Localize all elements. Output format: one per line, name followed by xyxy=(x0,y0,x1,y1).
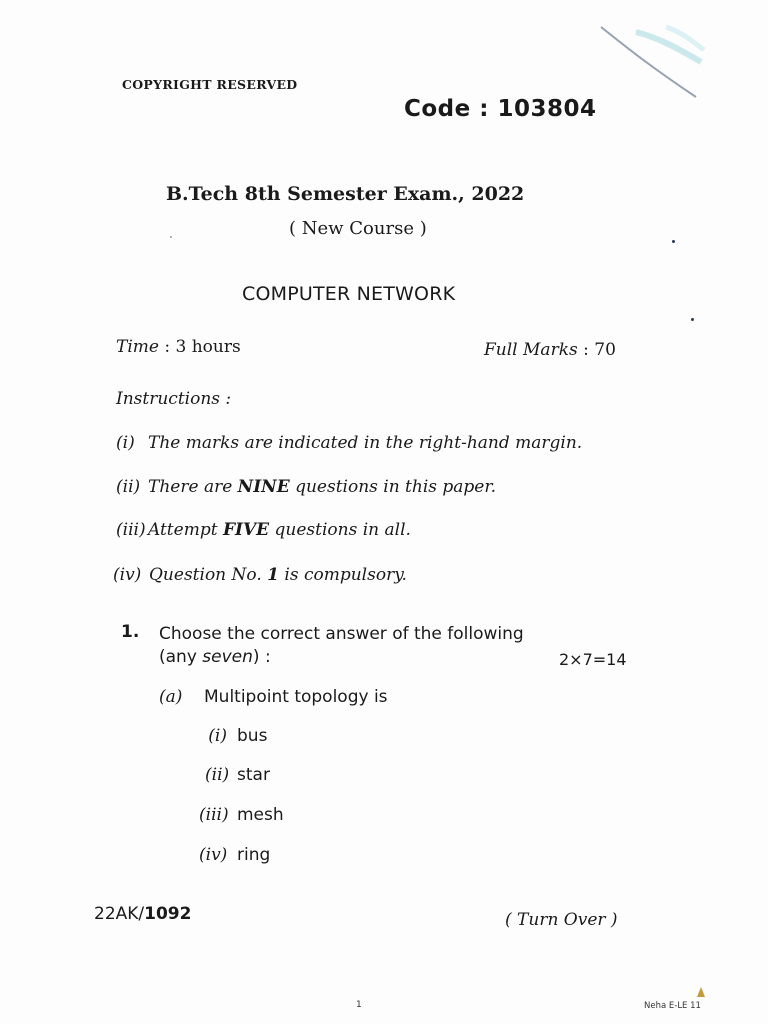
option-item xyxy=(205,765,270,785)
paper-code: Code : 103804 xyxy=(404,96,597,122)
option-label: (ii) xyxy=(205,765,230,785)
watermark-text: Neha E-LE 11 xyxy=(644,1001,701,1011)
instruction-number: (iv) xyxy=(113,565,142,585)
corner-mark-icon xyxy=(697,987,705,997)
option-text: bus xyxy=(237,726,268,746)
copyright-notice: COPYRIGHT RESERVED xyxy=(122,77,298,92)
option-text: star xyxy=(237,765,270,785)
paper-serial-code: 22AK/1092 xyxy=(94,904,192,924)
instruction-number: (ii) xyxy=(116,477,141,497)
question-line-2: (any seven) : xyxy=(159,647,271,667)
question-marks: 2×7=14 xyxy=(559,650,627,669)
instruction-text-post: questions in all. xyxy=(269,520,411,540)
instruction-text: The marks are indicated in the right-hand margin. xyxy=(148,433,583,453)
instructions-heading: Instructions : xyxy=(116,389,232,409)
scan-smudge-mark xyxy=(596,22,706,102)
option-item xyxy=(205,726,267,746)
sub-question-a xyxy=(159,687,388,707)
instruction-item xyxy=(116,477,496,497)
scan-speck xyxy=(672,240,675,243)
turn-over-note: ( Turn Over ) xyxy=(505,910,618,930)
page-number: 1 xyxy=(356,1000,362,1010)
course-type: ( New Course ) xyxy=(289,218,427,239)
exam-title: B.Tech 8th Semester Exam., 2022 xyxy=(166,183,525,205)
option-label: (iii) xyxy=(199,805,229,825)
instruction-text-pre: There are xyxy=(148,477,238,497)
full-marks xyxy=(484,340,616,360)
instruction-item xyxy=(116,520,411,540)
instruction-number: (i) xyxy=(116,433,135,453)
option-text: mesh xyxy=(237,805,284,825)
time-value: : 3 hours xyxy=(164,337,241,357)
sub-question-label: (a) xyxy=(159,687,183,707)
question-line-1: Choose the correct answer of the following xyxy=(159,624,524,644)
instruction-item xyxy=(113,565,407,585)
instruction-text-post: questions in this paper. xyxy=(289,477,497,497)
scan-speck xyxy=(170,236,172,238)
time-label: Time xyxy=(116,337,159,357)
subject-title: COMPUTER NETWORK xyxy=(242,283,456,305)
instruction-text-pre: Question No. xyxy=(149,565,268,585)
question-number: 1. xyxy=(121,622,140,642)
question-text xyxy=(159,623,524,669)
instruction-text-post: is compulsory. xyxy=(279,565,407,585)
instruction-number: (iii) xyxy=(116,520,146,540)
option-label: (i) xyxy=(208,726,227,746)
option-item xyxy=(199,845,270,865)
instruction-text-bold: FIVE xyxy=(222,520,270,540)
option-label: (iv) xyxy=(199,845,228,865)
instruction-text-bold: NINE xyxy=(237,477,290,497)
marks-label: Full Marks xyxy=(484,340,578,360)
option-text: ring xyxy=(237,845,271,865)
marks-value: : 70 xyxy=(583,340,616,360)
sub-question-text: Multipoint topology is xyxy=(204,687,388,707)
time-allowed xyxy=(116,337,241,357)
instruction-text-bold: 1 xyxy=(267,565,279,585)
instruction-text-pre: Attempt xyxy=(148,520,223,540)
option-item xyxy=(199,805,284,825)
scan-speck xyxy=(691,318,694,321)
instruction-item xyxy=(116,433,582,453)
